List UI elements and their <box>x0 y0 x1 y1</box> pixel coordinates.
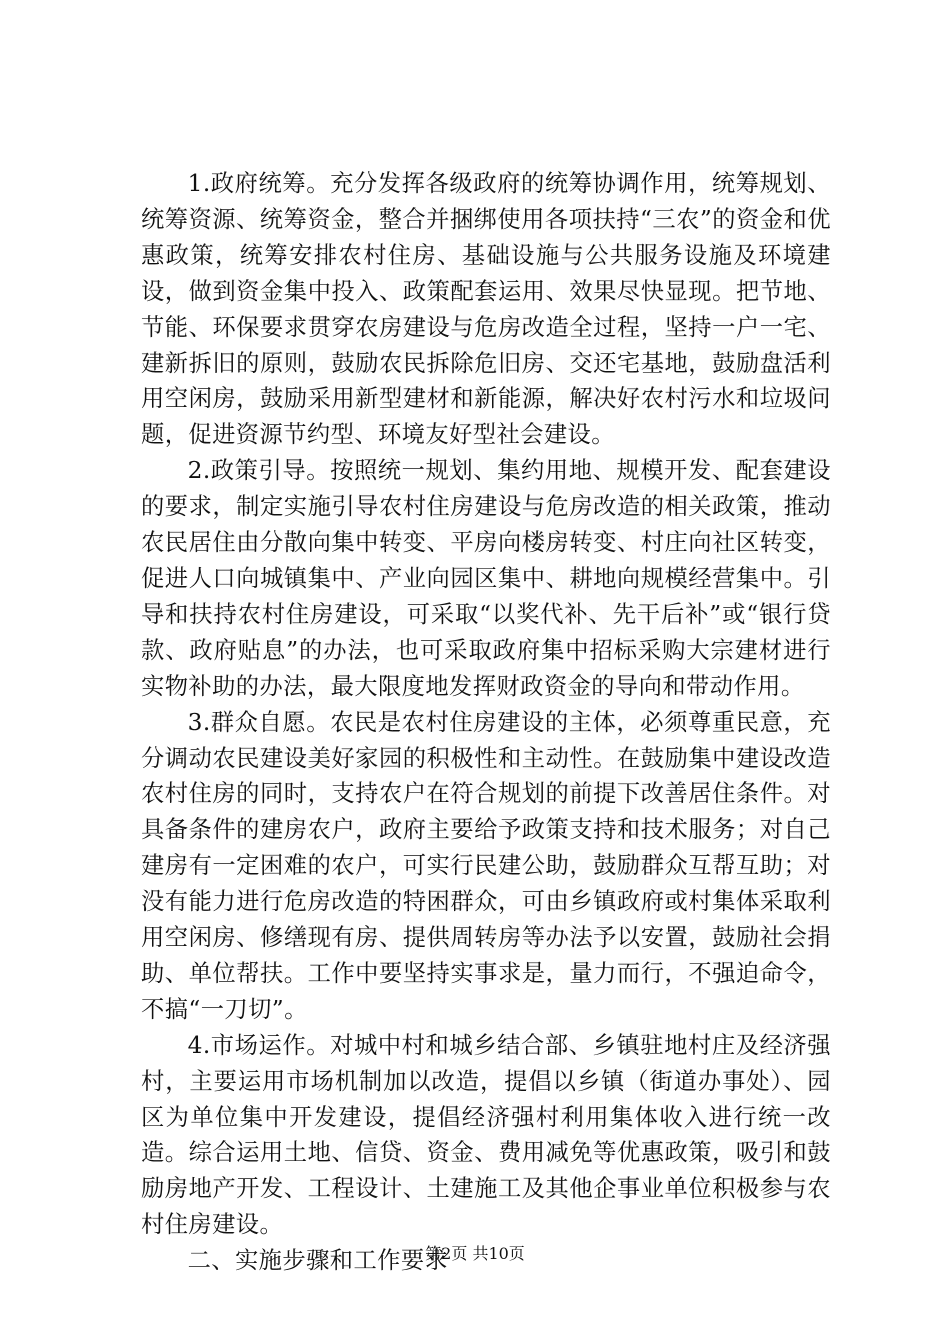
paragraph-voluntary-participation: 3.群众自愿。农民是农村住房建设的主体，必须尊重民意，充分调动农民建设美好家园的积极性和主动性。在鼓励集中建设改造农村住房的同时，支持农户在符合规划的前提下改善居住条件。对具备条件的建房农户，政府主要给予政策支持和技术服务；对自己建房有一定困难的农户，可实行民建公助，鼓励群众互帮互助；对没有能力进行危房改造的特困群众，可由乡镇政府或村集体采取利用空闲房、修缮现有房、提供周转房等办法予以安置，鼓励社会捐助、单位帮扶。工作中要坚持实事求是，量力而行，不强迫命令，不搞“一刀切”。 <box>141 708 831 1023</box>
paragraph-government-coordination: 1.政府统筹。充分发挥各级政府的统筹协调作用，统筹规划、统筹资源、统筹资金，整合并捆绑使用各项扶持“三农”的资金和优惠政策，统筹安排农村住房、基础设施与公共服务设施及环境建设，做到资金集中投入、政策配套运用、效果尽快显现。把节地、节能、环保要求贯穿农房建设与危房改造全过程，坚持一户一宅、建新拆旧的原则，鼓励农民拆除危旧房、交还宅基地，鼓励盘活利用空闲房，鼓励采用新型建材和新能源，解决好农村污水和垃圾问题，促进资源节约型、环境友好型社会建设。 <box>141 170 831 449</box>
page-footer: 第2页 共10页 <box>425 1244 525 1263</box>
section-heading: 二、实施步骤和工作要求 <box>187 1247 449 1275</box>
document-body <box>141 166 831 1279</box>
paragraph-policy-guidance: 2.政策引导。按照统一规划、集约用地、规模开发、配套建设的要求，制定实施引导农村住房建设与危房改造的相关政策，推动农民居住由分散向集中转变、平房向楼房转变、村庄向社区转变，促进人口向城镇集中、产业向园区集中、耕地向规模经营集中。引导和扶持农村住房建设，可采取“以奖代补、先干后补”或“银行贷款、政府贴息”的办法，也可采取政府集中招标采购大宗建材进行实物补助的办法，最大限度地发挥财政资金的导向和带动作用。 <box>141 457 831 700</box>
paragraph-market-operation: 4.市场运作。对城中村和城乡结合部、乡镇驻地村庄及经济强村，主要运用市场机制加以改造，提倡以乡镇（街道办事处）、园区为单位集中开发建设，提倡经济强村利用集体收入进行统一改造。综合运用土地、信贷、资金、费用减免等优惠政策，吸引和鼓励房地产开发、工程设计、土建施工及其他企事业单位积极参与农村住房建设。 <box>141 1031 831 1239</box>
